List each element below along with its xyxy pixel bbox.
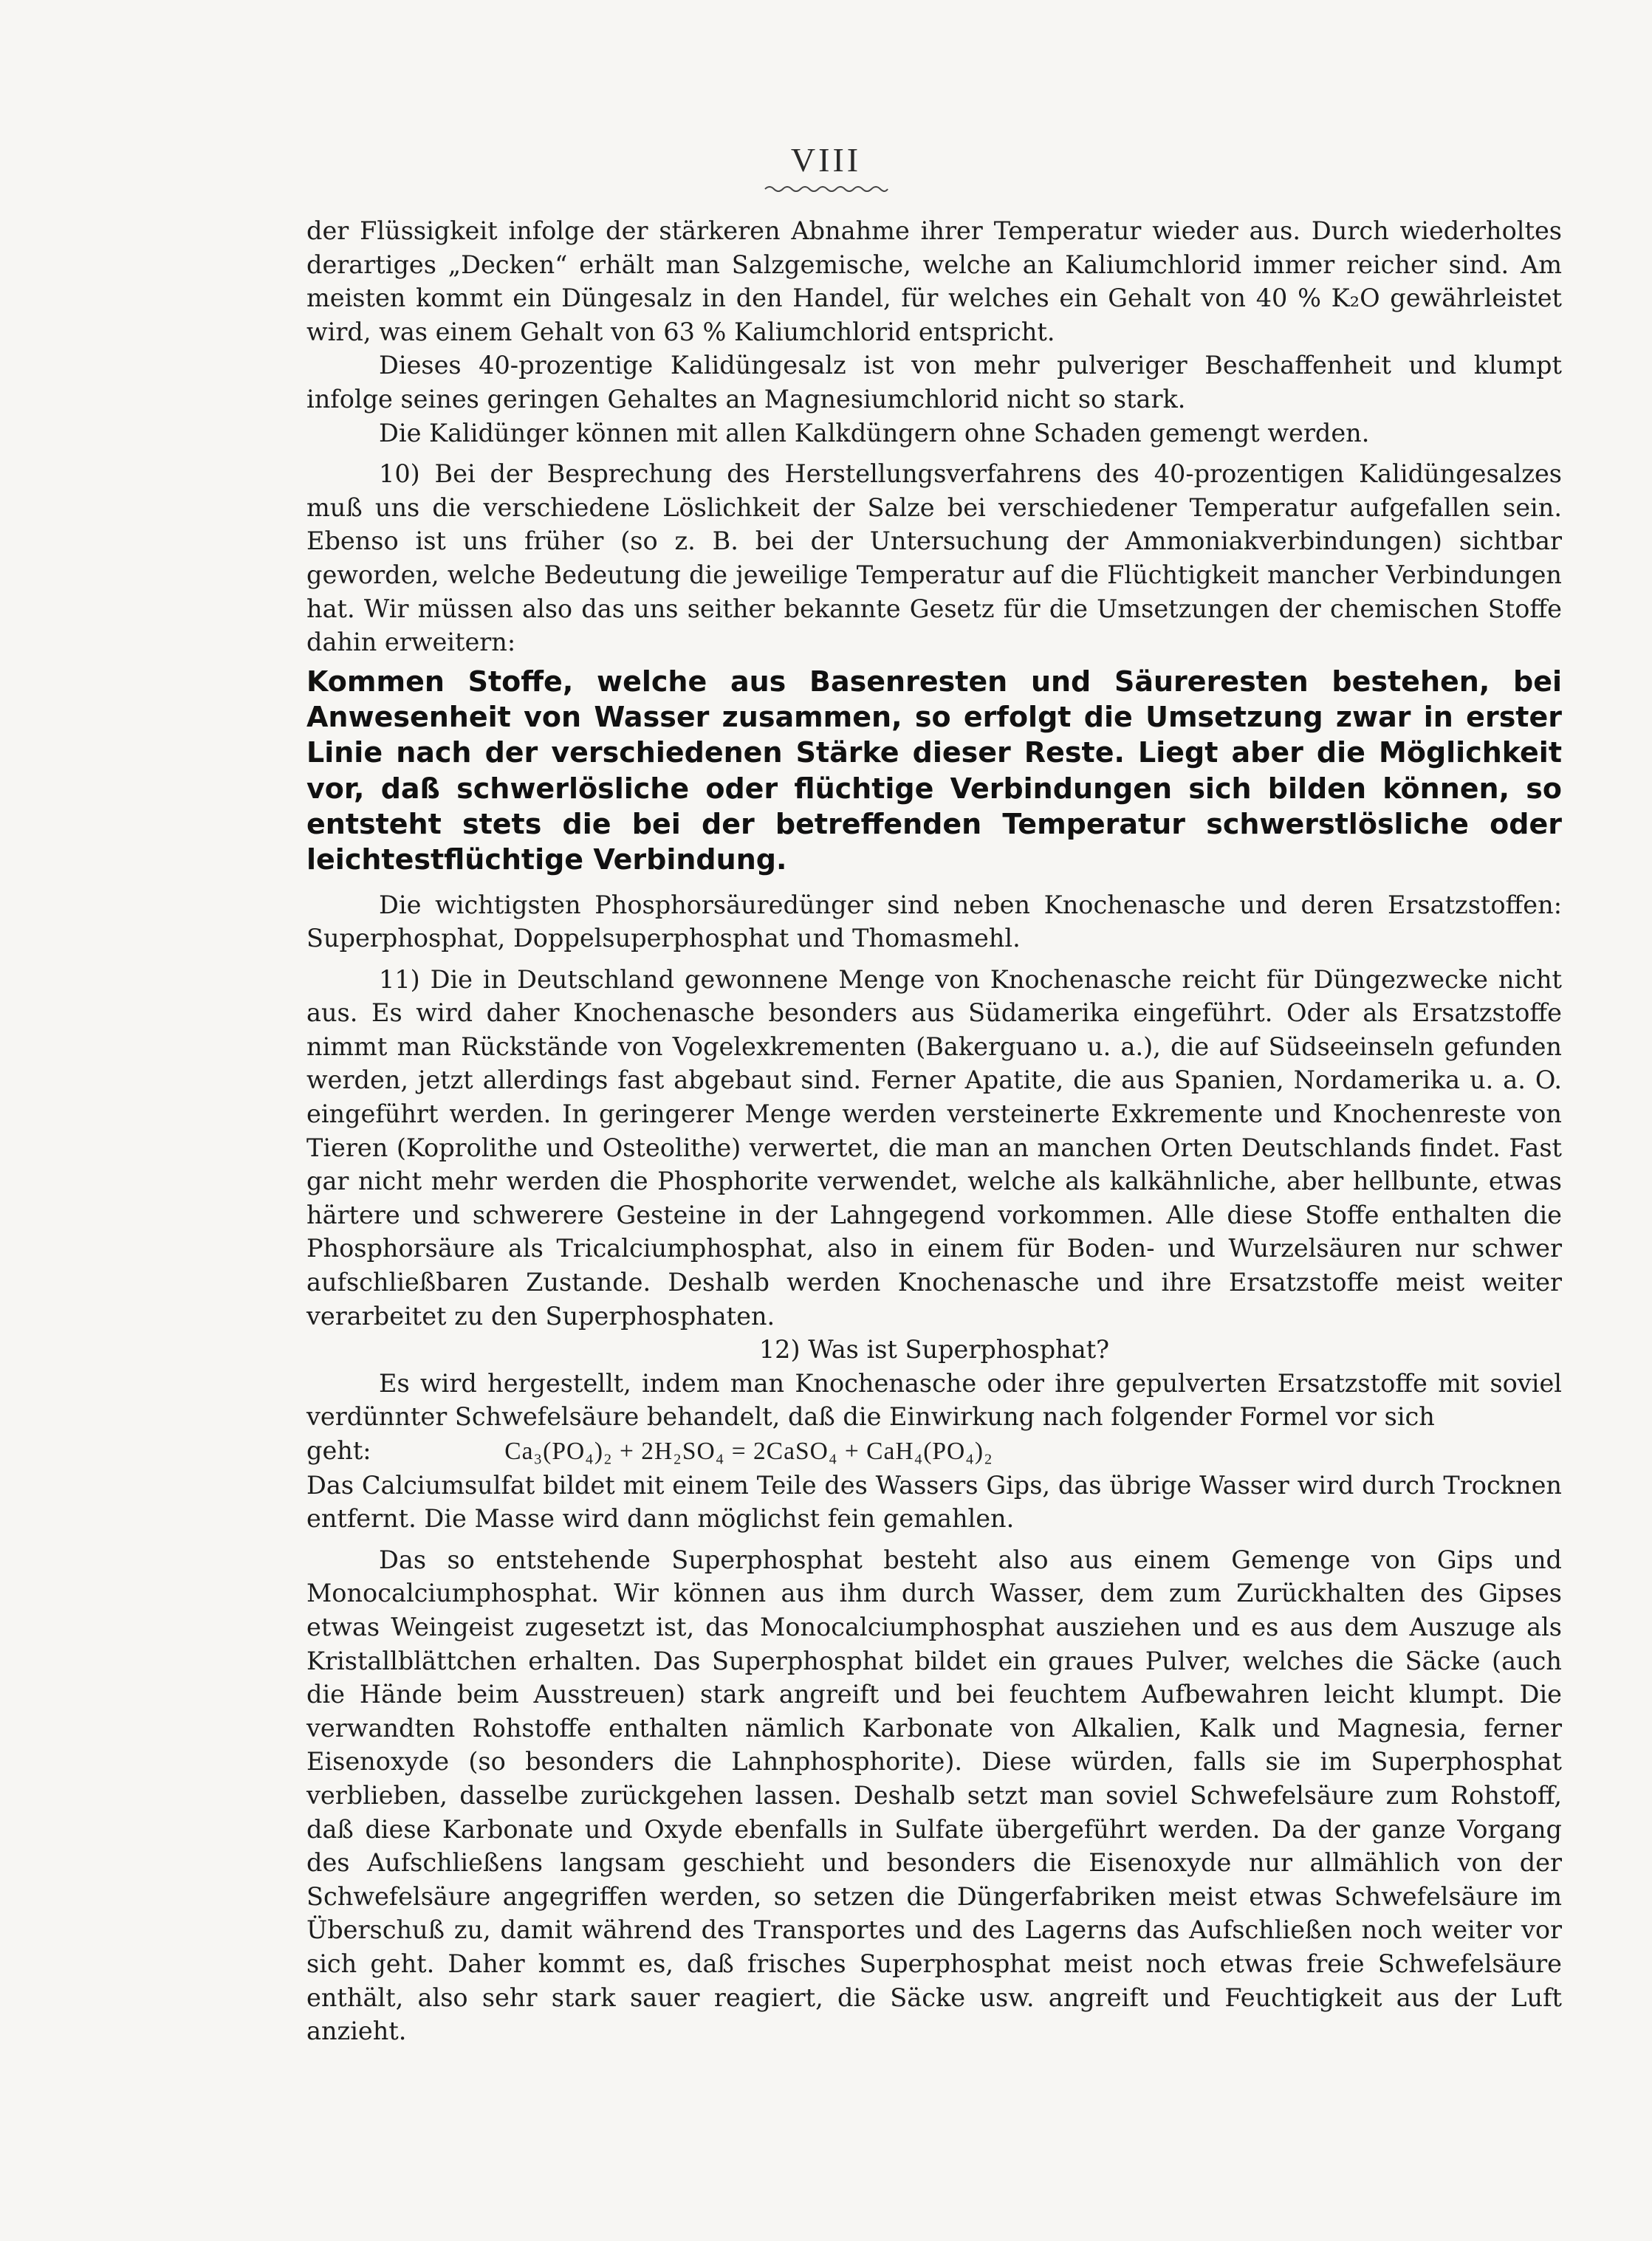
paragraph-kalidunger: Die Kalidünger können mit allen Kalkdüngern ohne Schaden gemengt werden. xyxy=(379,418,1370,447)
page-header xyxy=(0,140,1652,194)
paragraph-10: 10) Bei der Besprechung des Herstellungsverfahrens des 40-prozentigen Kalidüngesalzes muß uns die verschiedene Löslichkeit der Salze bei verschiedener Temperatur aufgefallen sein. Ebenso ist uns früher (so z. B. bei der Untersuchung der Ammoniakverbindungen) sichtbar geworden, welche Bedeutung die jeweilige Temperatur auf die Flüchtigkeit mancher Verbindungen hat. Wir müssen also das uns seither bekannte Gesetz für die Umsetzungen der chemischen Stoffe dahin erweitern: xyxy=(306,459,1562,657)
chemical-formula: Ca₃(PO₄)₂ + 2H₂SO₄ = 2CaSO₄ + CaH₄(PO₄)₂ xyxy=(504,1438,993,1465)
paragraph-kalisalz: Dieses 40-prozentige Kalidüngesalz ist von mehr pulveriger Beschaffenheit und klumpt infolge seines geringen Gehaltes an Magnesiumchlorid nicht so stark. xyxy=(306,351,1562,413)
section-heading-12: 12) Was ist Superphosphat? xyxy=(758,1335,1110,1365)
wavy-rule-ornament xyxy=(764,184,889,194)
paragraph-11: 11) Die in Deutschland gewonnene Menge von Knochenasche reicht für Düngezwecke nicht aus. Es wird daher Knochenasche besonders aus Südamerika eingeführt. Oder als Ersatzstoffe nimmt man Rückstände von Vogelexkrementen (Bakerguano u. a.), die auf Südseeinseln gefunden werden, jetzt allerdings fast abgebaut sind. Ferner Apatite, die aus Spanien, Nordamerika u. a. O. eingeführt werden. In geringerer Menge werden versteinerte Exkremente und Knochenreste von Tieren (Koprolithe und Osteolithe) verwertet, die man an manchen Orten Deutschlands findet. Fast gar nicht mehr werden die Phosphorite verwendet, welche als kalkähnliche, aber hellbunte, etwas härtere und schwerere Gesteine in der Lahngegend vorkommen. Alle diese Stoffe enthalten die Phosphorsäure als Tricalciumphosphat, also in einem für Boden- und Wurzelsäuren nur schwer aufschließbaren Zustande. Deshalb werden Knochenasche und ihre Ersatzstoffe meist weiter verarbeitet zu den Superphosphaten. xyxy=(306,964,1562,1331)
paragraph-superphosphat: Das so entstehende Superphosphat besteht also aus einem Gemenge von Gips und Monocalciumphosphat. Wir können aus ihm durch Wasser, dem zum Zurückhalten des Gipses etwas Weingeist zugesetzt ist, das Monocalciumphosphat ausziehen und es aus dem Auszuge als Kristallblättchen erhalten. Das Superphosphat bildet ein graues Pulver, welches die Säcke (auch die Hände beim Ausstreuen) stark angreift und bei feuchtem Aufbewahren leicht klumpt. Die verwandten Rohstoffe enthalten nämlich Karbonate von Alkalien, Kalk und Magnesia, ferner Eisenoxyde (so besonders die Lahnphosphorite). Diese würden, falls sie im Superphosphat verblieben, dasselbe zurückgehen lassen. Deshalb setzt man soviel Schwefelsäure zum Rohstoff, daß diese Karbonate und Oxyde ebenfalls in Sulfate übergeführt werden. Da der ganze Vorgang des Aufschließens langsam geschieht und besonders die Eisenoxyde nur allmählich von der Schwefelsäure angegriffen werden, so setzen die Düngerfabriken meist etwas Schwefelsäure im Überschuß zu, damit während des Transportes und des Lagerns das Aufschließen noch weiter vor sich geht. Daher kommt es, daß frisches Superphosphat meist noch etwas freie Schwefelsäure enthält, also sehr stark sauer reagiert, die Säcke usw. angreift und Feuchtigkeit aus der Luft anzieht. xyxy=(306,1545,1562,2046)
formula-lead: geht: xyxy=(306,1436,371,1465)
paragraph-continuation: der Flüssigkeit infolge der stärkeren Abnahme ihrer Temperatur wieder aus. Durch wiederholtes derartiges „Decken“ erhält man Salzgemische, welche an Kaliumchlorid immer reicher sind. Am meisten kommt ein Düngesalz in den Handel, für welches ein Gehalt von 40 % K₂O gewährleistet wird, was einem Gehalt von 63 % Kaliumchlorid entspricht. xyxy=(306,216,1562,346)
formula-line xyxy=(306,1434,1562,1469)
paragraph-herstellung: Es wird hergestellt, indem man Knochenasche oder ihre gepulverten Ersatzstoffe mit soviel verdünnter Schwefelsäure behandelt, daß die Einwirkung nach folgender Formel vor sich xyxy=(306,1368,1562,1432)
rule-statement-bold: Kommen Stoffe, welche aus Basenresten und Säureresten bestehen, bei Anwesenheit von Wasser zusammen, so erfolgt die Umsetzung zwar in erster Linie nach der verschiedenen Stärke dieser Reste. Liegt aber die Möglichkeit vor, daß schwerlösliche oder flüchtige Verbindungen sich bilden können, so entsteht stets die bei der betreffenden Temperatur schwerstlösliche oder leichtestflüchtige Verbindung. xyxy=(306,665,1562,876)
body-text xyxy=(306,214,1562,2048)
page-number: VIII xyxy=(790,141,862,179)
paragraph-calciumsulfat: Das Calciumsulfat bildet mit einem Teile des Wassers Gips, das übrige Wasser wird durch Trocknen entfernt. Die Masse wird dann möglichst fein gemahlen. xyxy=(306,1470,1562,1534)
paragraph-phosphorsaeure: Die wichtigsten Phosphorsäuredünger sind neben Knochenasche und deren Ersatzstoffen: Superphosphat, Doppelsuperphosphat und Thomasmehl. xyxy=(306,890,1562,953)
